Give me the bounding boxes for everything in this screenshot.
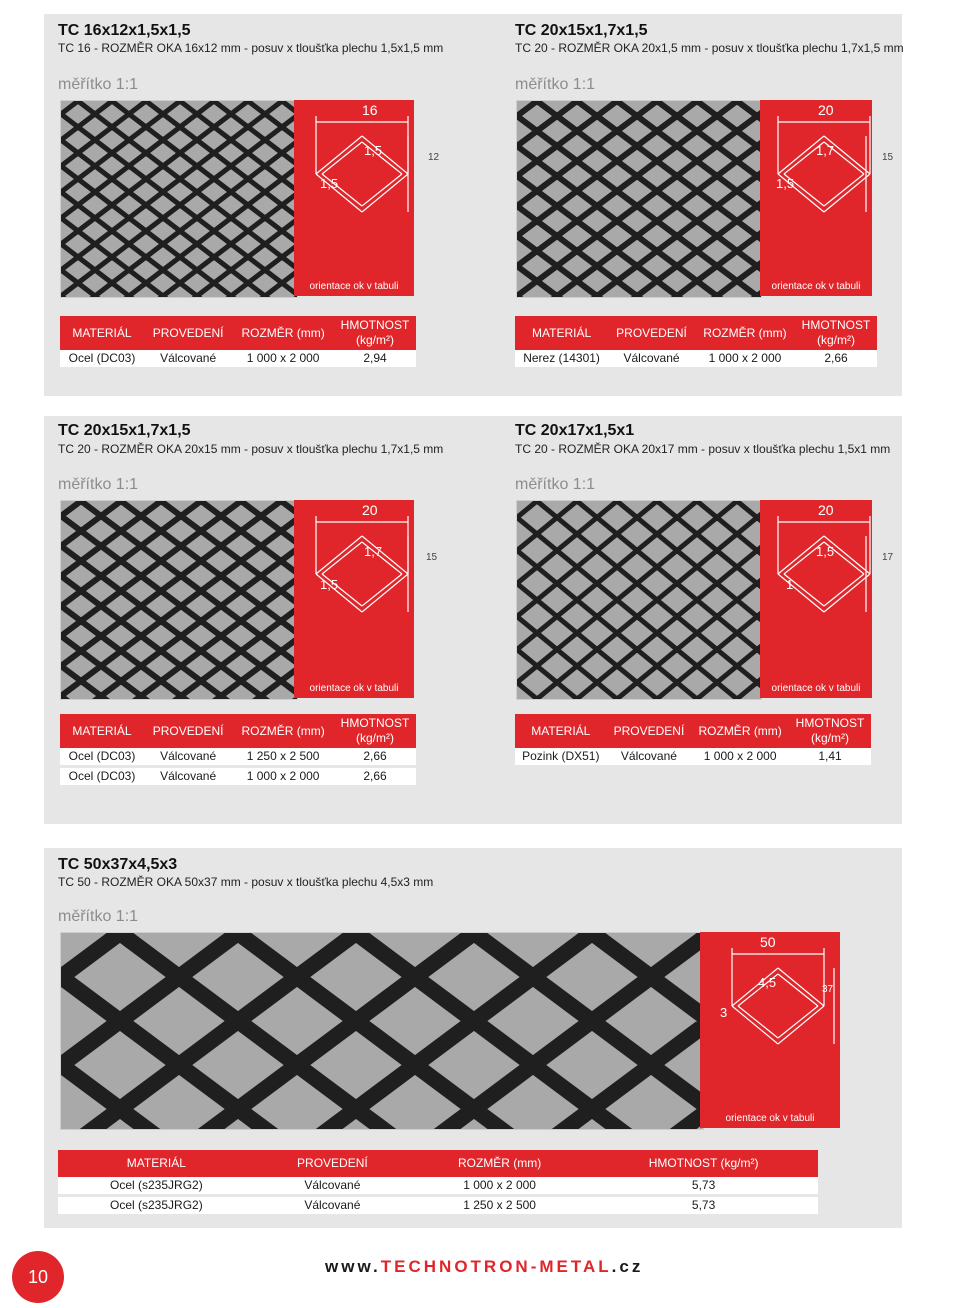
cell-weight: 2,66 bbox=[795, 350, 877, 369]
cell-finish: Válcované bbox=[607, 748, 692, 767]
table-row bbox=[515, 748, 871, 767]
dimension-line bbox=[322, 542, 362, 574]
spec-table bbox=[60, 316, 416, 370]
col-weight: HMOTNOST (kg/m²) bbox=[795, 316, 877, 350]
dim-thick-label: 1,5 bbox=[320, 176, 339, 191]
product-panel-2 bbox=[44, 416, 902, 824]
col-material: MATERIÁL bbox=[515, 714, 607, 748]
orientation-note: orientace ok v tabuli bbox=[309, 683, 399, 694]
dim-strand-label: 1,5 bbox=[816, 544, 835, 559]
mesh-dimension-diagram bbox=[294, 500, 414, 698]
dim-thick-label: 1 bbox=[786, 577, 794, 592]
dim-width-label: 20 bbox=[362, 502, 378, 518]
cell-weight: 5,73 bbox=[589, 1177, 818, 1196]
dim-height-label-outside: 15 bbox=[426, 552, 438, 563]
cell-size: 1 000 x 2 000 bbox=[695, 350, 795, 369]
orientation-note: orientace ok v tabuli bbox=[771, 281, 861, 292]
mesh-photo bbox=[60, 100, 298, 298]
mesh-photo bbox=[516, 500, 762, 700]
cell-size: 1 250 x 2 500 bbox=[232, 748, 334, 767]
scale-label: měřítko 1:1 bbox=[58, 908, 139, 925]
dim-thick-label: 3 bbox=[720, 1005, 728, 1020]
col-finish: PROVEDENÍ bbox=[255, 1150, 410, 1177]
col-material: MATERIÁL bbox=[60, 316, 144, 350]
spec-table bbox=[58, 1150, 818, 1217]
dim-strand-label: 1,7 bbox=[364, 544, 383, 559]
dim-width-label: 20 bbox=[818, 502, 834, 518]
dim-width-label: 16 bbox=[362, 102, 378, 118]
dimension-lines bbox=[294, 500, 414, 698]
dimension-lines bbox=[760, 100, 872, 296]
dimension-line bbox=[316, 136, 362, 174]
cell-material: Ocel (s235JRG2) bbox=[58, 1177, 255, 1196]
cell-weight: 5,73 bbox=[589, 1196, 818, 1216]
cell-finish: Válcované bbox=[255, 1196, 410, 1216]
cell-finish: Válcované bbox=[608, 350, 695, 369]
dimension-line bbox=[362, 174, 402, 206]
orientation-note: orientace ok v tabuli bbox=[309, 281, 399, 292]
table-row bbox=[60, 767, 416, 787]
dimension-line bbox=[824, 574, 870, 612]
table-row bbox=[58, 1196, 818, 1216]
dim-height-label-outside: 15 bbox=[882, 152, 894, 163]
product-subtitle: TC 20 - ROZMĚR OKA 20x1,5 mm - posuv x tloušťka plechu 1,7x1,5 mm bbox=[515, 41, 904, 55]
dim-height-label-outside: 17 bbox=[882, 552, 894, 563]
cell-material: Ocel (DC03) bbox=[60, 748, 144, 767]
orientation-note: orientace ok v tabuli bbox=[725, 1113, 815, 1124]
product-title: TC 16x12x1,5x1,5 bbox=[58, 22, 191, 39]
col-size: ROZMĚR (mm) bbox=[691, 714, 789, 748]
dim-width-label: 50 bbox=[760, 934, 776, 950]
table-row bbox=[515, 350, 877, 369]
url-prefix: www. bbox=[325, 1257, 381, 1276]
col-finish: PROVEDENÍ bbox=[607, 714, 692, 748]
dimension-line bbox=[778, 968, 824, 1006]
cell-finish: Válcované bbox=[144, 748, 232, 767]
mesh-photo bbox=[60, 932, 704, 1130]
col-finish: PROVEDENÍ bbox=[144, 714, 232, 748]
col-weight: HMOTNOST (kg/m²) bbox=[334, 714, 416, 748]
product-title: TC 20x15x1,7x1,5 bbox=[58, 422, 191, 439]
col-weight: HMOTNOST (kg/m²) bbox=[789, 714, 871, 748]
cell-size: 1 000 x 2 000 bbox=[410, 1177, 589, 1196]
mesh-dimension-diagram bbox=[760, 100, 872, 296]
col-finish: PROVEDENÍ bbox=[608, 316, 695, 350]
website-url bbox=[325, 1257, 643, 1277]
dimension-line bbox=[778, 574, 824, 612]
dimension-lines bbox=[294, 100, 414, 296]
mesh-pattern bbox=[61, 101, 297, 297]
dimension-line bbox=[362, 574, 402, 606]
col-size: ROZMĚR (mm) bbox=[232, 714, 334, 748]
dimension-line bbox=[362, 574, 408, 612]
cell-size: 1 000 x 2 000 bbox=[232, 767, 334, 787]
product-title: TC 50x37x4,5x3 bbox=[58, 856, 178, 873]
col-finish: PROVEDENÍ bbox=[144, 316, 232, 350]
cell-size: 1 250 x 2 500 bbox=[410, 1196, 589, 1216]
col-material: MATERIÁL bbox=[515, 316, 608, 350]
cell-finish: Válcované bbox=[144, 767, 232, 787]
scale-label: měřítko 1:1 bbox=[515, 76, 596, 93]
dimension-line bbox=[778, 974, 818, 1006]
dimension-line bbox=[362, 174, 408, 212]
cell-finish: Válcované bbox=[255, 1177, 410, 1196]
page-number: 10 bbox=[12, 1251, 64, 1303]
product-panel-1 bbox=[44, 14, 902, 396]
mesh-photo bbox=[516, 100, 762, 298]
scale-label: měřítko 1:1 bbox=[58, 476, 139, 493]
cell-weight: 1,41 bbox=[789, 748, 871, 767]
product-subtitle: TC 16 - ROZMĚR OKA 16x12 mm - posuv x tloušťka plechu 1,5x1,5 mm bbox=[58, 41, 444, 55]
cell-size: 1 000 x 2 000 bbox=[691, 748, 789, 767]
mesh-pattern bbox=[61, 501, 297, 699]
cell-size: 1 000 x 2 000 bbox=[232, 350, 334, 369]
product-title: TC 20x15x1,7x1,5 bbox=[515, 22, 648, 39]
mesh-dimension-diagram bbox=[294, 100, 414, 296]
cell-weight: 2,94 bbox=[334, 350, 416, 369]
table-row bbox=[60, 350, 416, 369]
dim-width-label: 20 bbox=[818, 102, 834, 118]
product-subtitle: TC 20 - ROZMĚR OKA 20x17 mm - posuv x tloušťka plechu 1,5x1 mm bbox=[515, 442, 891, 456]
cell-finish: Válcované bbox=[144, 350, 232, 369]
product-panel-3 bbox=[44, 848, 902, 1228]
product-subtitle: TC 50 - ROZMĚR OKA 50x37 mm - posuv x tloušťka plechu 4,5x3 mm bbox=[58, 875, 434, 889]
mesh-pattern bbox=[517, 501, 761, 699]
dimension-line bbox=[824, 174, 864, 206]
scale-label: měřítko 1:1 bbox=[58, 76, 139, 93]
dim-height-label: 37 bbox=[822, 984, 834, 995]
dimension-line bbox=[778, 1006, 818, 1038]
dimension-line bbox=[778, 1006, 824, 1044]
spec-table bbox=[515, 316, 877, 370]
product-subtitle: TC 20 - ROZMĚR OKA 20x15 mm - posuv x tloušťka plechu 1,7x1,5 mm bbox=[58, 442, 444, 456]
dim-height-label-outside: 12 bbox=[428, 152, 440, 163]
dimension-line bbox=[732, 1006, 778, 1044]
mesh-pattern bbox=[517, 101, 761, 297]
url-brand: TECHNOTRON-METAL bbox=[380, 1257, 612, 1276]
col-size: ROZMĚR (mm) bbox=[410, 1150, 589, 1177]
mesh-pattern bbox=[61, 933, 703, 1129]
dimension-line bbox=[316, 536, 362, 574]
dim-thick-label: 1,5 bbox=[320, 577, 339, 592]
dimension-line bbox=[824, 574, 864, 606]
table-row bbox=[60, 748, 416, 767]
url-suffix: .cz bbox=[611, 1257, 644, 1276]
cell-material: Nerez (14301) bbox=[515, 350, 608, 369]
dim-strand-label: 4,5 bbox=[758, 975, 777, 990]
product-title: TC 20x17x1,5x1 bbox=[515, 422, 635, 439]
mesh-photo bbox=[60, 500, 298, 700]
cell-weight: 2,66 bbox=[334, 767, 416, 787]
cell-material: Ocel (s235JRG2) bbox=[58, 1196, 255, 1216]
dimension-line bbox=[322, 142, 362, 174]
scale-label: měřítko 1:1 bbox=[515, 476, 596, 493]
dimension-lines bbox=[700, 932, 840, 1128]
table-row bbox=[58, 1177, 818, 1196]
cell-material: Ocel (DC03) bbox=[60, 767, 144, 787]
dim-thick-label: 1,5 bbox=[776, 176, 795, 191]
dimension-line bbox=[738, 1006, 778, 1038]
cell-material: Pozink (DX51) bbox=[515, 748, 607, 767]
mesh-dimension-diagram bbox=[760, 500, 872, 698]
col-material: MATERIÁL bbox=[58, 1150, 255, 1177]
cell-material: Ocel (DC03) bbox=[60, 350, 144, 369]
col-weight: HMOTNOST (kg/m²) bbox=[589, 1150, 818, 1177]
col-size: ROZMĚR (mm) bbox=[232, 316, 334, 350]
col-material: MATERIÁL bbox=[60, 714, 144, 748]
dim-strand-label: 1,5 bbox=[364, 143, 383, 158]
spec-table bbox=[515, 714, 871, 768]
spec-table bbox=[60, 714, 416, 788]
cell-weight: 2,66 bbox=[334, 748, 416, 767]
col-size: ROZMĚR (mm) bbox=[695, 316, 795, 350]
col-weight: HMOTNOST (kg/m²) bbox=[334, 316, 416, 350]
mesh-dimension-diagram bbox=[700, 932, 840, 1128]
dimension-line bbox=[824, 174, 870, 212]
dim-strand-label: 1,7 bbox=[816, 143, 835, 158]
dimension-lines bbox=[760, 500, 872, 698]
orientation-note: orientace ok v tabuli bbox=[771, 683, 861, 694]
